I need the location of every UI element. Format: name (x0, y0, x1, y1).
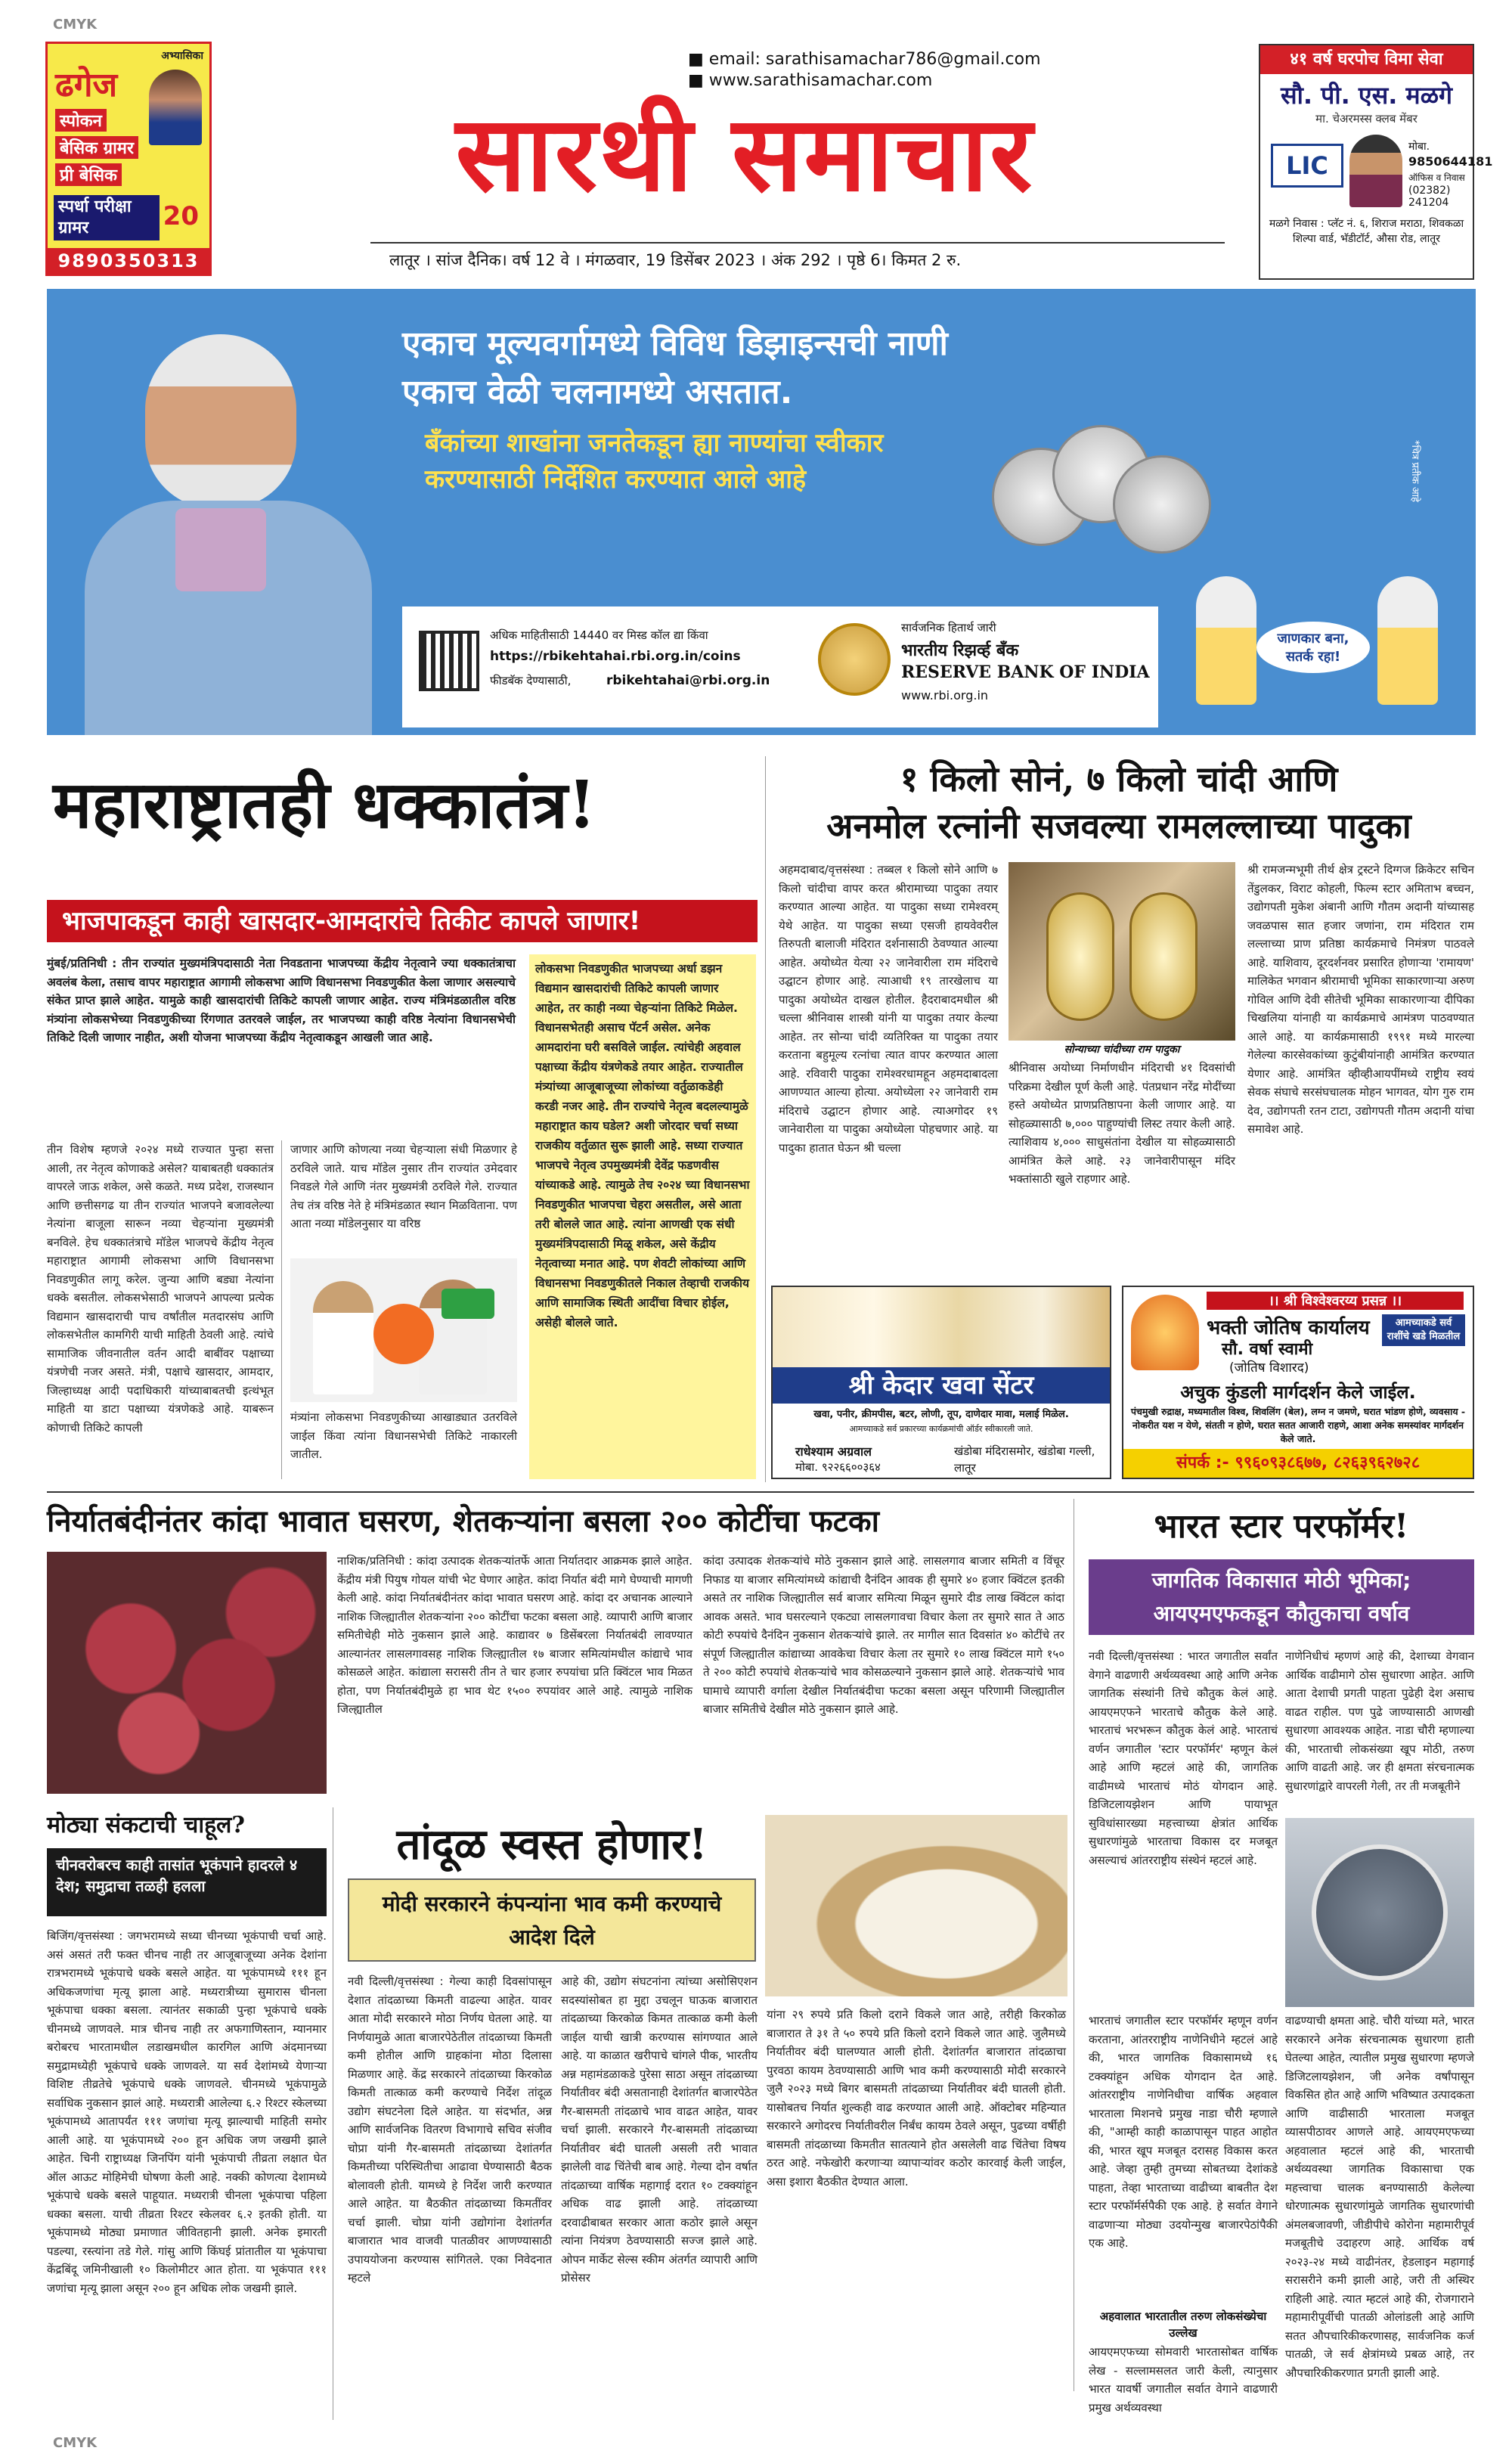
maharashtra-col1: तीन विशेष म्हणजे २०२४ मध्ये राज्यात पुन्हा सत्ता आली, तर नेतृत्व कोणाकडे असेल? याबाबतही धक्कातंत्र वापरले जाऊ शकेल, असे कळते. मध्य प्रदेश, राजस्थान आणि छत्तीसगढ या तीन राज्यांत भाजपने बजावलेल्या नेत्यांना बाजूला सारून नव्या चेहऱ्यांना मुख्यमंत्री बनविले. हेच धक्कातंत्राचे मॉडेल भाजपचे केंद्रीय नेतृत्व महाराष्ट्रात आगामी लोकसभा आणि विधानसभा निवडणुकीत लागू करेल. जुन्या आणि बड्या नेत्यांना धक्के बसतील. लोकसभेसाठी भाजपने आपल्या प्रत्येक विद्यमान खासदाराची पाच वर्षांतील मतदारसंघ आणि लोकसभेतील कामगिरी याची माहिती ठेवली आहे. त्यांचे सामाजिक जीवनातील वर्तन आदी बाबींवर पक्षाच्या यंत्रणेची नजर असते. मंत्री, पक्षाचे खासदार, आमदार, जिल्हाध्यक्ष आदी पदाधिकारी यांच्याबाबतची इत्थंभूत माहिती या डाटा पक्षाच्या यंत्रणेकडे आहे. याबरून कोणाची तिकिटे कापली (47, 1143, 274, 1435)
left-ad-person-photo (149, 70, 202, 145)
rice-subhead: मोदी सरकारने कंपन्यांना भाव कमी करण्याचे आदेश दिले (348, 1878, 756, 1962)
bharat-col4: वाढण्याची क्षमता आहे. चौरी यांच्या मते, भारत सरकारने अनेक संरचनात्मक सुधारणा हाती घेतल्या आहेत, त्यातील प्रमुख सुधारणा म्हणजे डिजिटलायझेशन, जी अनेक वर्षांपासून विकसित होत आहे आणि भविष्यात उत्पादकता आणि वाढीसाठी भारताला मजबूत व्यासपीठावर आणले आहे. आयएमएफच्या अहवालात म्हटलं आहे की, भारताची अर्थव्यवस्था जागतिक विकासाचा एक महत्त्वाचा चालक बनण्यासाठी केलेल्या धोरणात्मक सुधारणांमुळे जागतिक सुधारणांची अंमलबजावणी, जीडीपीचे कोरोना महामारीपूर्व मजबूतीचे उदाहरण आहे. आर्थिक वर्ष २०२३-२४ मध्ये वाढीनंतर, हेडलाइन महागाई सरासरीने कमी झाली आहे, जरी ती अस्थिर राहिली आहे. त्यात म्हटलं आहे की, रोजगाराने महामारीपूर्वीची पातळी ओलांडली आहे आणि सतत औपचारिकीकरणासह, सार्वजनिक कर्ज पातळी, जे सर्व क्षेत्रांमध्ये प्रबळ आहे, तर औपचारिकीकरणात प्रगती झाली आहे. (1285, 2014, 1474, 2380)
web-bullet-icon: ■ (688, 71, 709, 90)
right-ad-office-label: ऑफिस व निवास (1408, 172, 1465, 183)
ram-col2: श्रीनिवास अयोध्या निर्माणधीन मंदिराची ४१ दिवसांची परिक्रमा देखील पूर्ण केली आहे. पंतप्रधान नरेंद्र मोदींच्या हस्ते अयोध्येत प्राणप्रतिष्ठापना केली जाणार आहे. या सोहळ्यासाठी ७,००० पाहुण्यांची लिस्ट तयार केली आहे. त्याशिवाय ४,००० साधुसंतांना देखील या सोहळ्यासाठी आमंत्रित केले आहे. २३ जानेवारीपासून मंदिर भक्तांसाठी खुले राहणार आहे. (1009, 1061, 1235, 1186)
right-ad-role: मा. चेअरमस्स क्लब मेंबर (1315, 112, 1418, 126)
rbi-slogan-badge: जाणकार बना, सतर्क रहा! (1256, 622, 1370, 673)
ram-headline-2: अनमोल रत्नांनी सजवल्या रामलल्लाच्या पादुका (826, 805, 1411, 846)
astro-tagline: अचुक कुंडली मार्गदर्शन केले जाईल. (1180, 1382, 1416, 1403)
right-ad-mobile: 9850644181 (1408, 154, 1493, 169)
right-ad-banner: ४१ वर्ष घरपोच विमा सेवा (1260, 45, 1473, 74)
right-ad-mobile-label: मोबा. (1408, 141, 1430, 153)
onion-headline: निर्यातबंदीनंतर कांदा भावात घसरण, शेतकऱ्यांना बसला २०० कोटींचा फटका (47, 1503, 879, 1539)
coins-illustration (992, 417, 1219, 569)
left-ad-item-3: प्री बेसिक (55, 163, 122, 186)
ram-col1: अहमदाबाद/वृत्तसंस्था : तब्बल १ किलो सोने आणि ७ किलो चांदीचा वापर करत श्रीरामाच्या पादुका तयार करण्यात आल्या आहेत. या पादुका सध्या रामेश्वरम् येथे आहेत. या पादुका सध्या एसजी हायवेवरील तिरुपती बालाजी मंदिरात दर्शनासाठी ठेवण्यात आल्या आहेत. अयोध्येत येत्या २२ जानेवारीला राम मंदिराचे उद्घाटन होणार आहे. त्याआधी १९ तारखेलाच या पादुका अयोध्येत दाखल होतील. हैदराबादमधील श्री चल्ला श्रीनिवास शास्त्री यांनी या पादुका तयार केल्या आहेत. तर सोन्या चांदी व्यतिरिक्त या पादुका तयार करताना बहुमूल्य रत्नांचा त्यात वापर करण्यात आला आहे. रविवारी पादुका रामेश्वरधामहून अहमदाबादला आणण्यात आल्या होत्या. अयोध्येला २२ जानेवारी राम मंदिराचे उद्घाटन होणार आहे. त्याअगोदर १९ जानेवारीला या पादुका अयोध्येला पोहचणार आहे. या पादुका हातात घेऊन श्री चल्ला (779, 863, 998, 1155)
rice-col1: नवी दिल्ली/वृत्तसंस्था : गेल्या काही दिवसांपासून देशात तांदळाच्या किमती वाढल्या आहेत. यावर आता मोदी सरकारने मोठा निर्णय घेतला आहे. या निर्णयामुळे आता बाजारपेठेतील तांदळाच्या किमती कमी होतील आणि ग्राहकांना मोठा दिलासा मिळणार आहे. केंद्र सरकारने तांदळाच्या किरकोळ किमती तात्काळ कमी करण्याचे निर्देश तांदूळ उद्योग संघटनेला दिले आहेत. या संदर्भात, अन्न आणि सार्वजनिक वितरण विभागाचे सचिव संजीव चोप्रा यांनी गैर-बासमती तांदळाच्या देशांतर्गत किमतीच्या परिस्थितीचा आढावा घेण्यासाठी बैठक बोलावली होती. यामध्ये हे निर्देश जारी करण्यात आले आहेत. या बैठकीत तांदळाच्या किमतींवर चर्चा झाली. चोप्रा यांनी उद्योगांना देशांतर्गत बाजारात भाव वाजवी पातळीवर आणण्यासाठी उपाययोजना करण्यास सांगितले. एका निवेदनात म्हटले (348, 1975, 552, 2285)
ram-headline-1: १ किलो सोनं, ७ किलो चांदी आणि (900, 758, 1338, 799)
kedar-note: आमच्याकडे सर्व प्रकारच्या कार्यक्रमांची ऑर्डर स्वीकारली जाते. (849, 1424, 1033, 1434)
maharashtra-headline: महाराष्ट्रातही धक्कातंत्र! (53, 767, 596, 843)
paduka-photo (1009, 862, 1235, 1041)
kedar-address: खंडोबा मंदिरासमोर, खंडोबा गल्ली, लातूर (954, 1444, 1095, 1475)
rbi-issuer-note: सार्वजनिक हितार्थ जारी (901, 621, 996, 634)
left-ad-brand: ढगेज (55, 66, 118, 104)
bharat-col2: नाणेनिधीचं म्हणणं आहे की, देशाच्या वेगवान आर्थिक वाढीमागे ठोस सुधारणा आहेत. आणि आता देशाची प्रगती पाहता पुढेही देश असाच वाढत राहील. पण पुढे जाण्यासाठी आणखी सुधारणा आवश्यक आहेत. नाडा चौरी म्हणाल्या की, भारताची लोकसंख्या खूप मोठी, तरुण आणि वाढती आहे. जर ही क्षमता संरचनात्मक सुधारणांद्वारे वापरली गेली, तर ती मजबूतीने (1285, 1649, 1474, 1793)
rbi-url[interactable]: https://rbikehtahai.rbi.org.in/coins (490, 649, 741, 664)
kedar-items: खवा, पनीर, क्रीमपीस, बटर, लोणी, तूप, दाणेदार मावा, मलाई मिळेल. (813, 1409, 1069, 1420)
email-bullet-icon: ■ (688, 50, 709, 69)
bharat-subhead: जागतिक विकासात मोठी भूमिका; आयएमएफकडून कौतुकाचा वर्षाव (1089, 1559, 1474, 1635)
rice-col3: यांना २९ रुपये प्रति किलो दराने विकले जात आहे, तरीही किरकोळ बाजारात ते ३१ ते ५० रुपये प्रति किलो दराने विकले जात आहे. जुलैमध्ये निर्यातीवर बंदी घालण्यात आली होती. देशांतर्गत बाजारात तांदळाचा पुरवठा कायम ठेवण्यासाठी आणि भाव कमी करण्यासाठी मोदी सरकारने जुलै २०२३ मध्ये बिगर बासमती तांदळाच्या निर्यातीवर बंदी घातली होती. यासोबतच निर्यात शुल्कही वाढ करण्यात आली आहे. ऑक्टोबर महिन्यात सरकारने अगोदरच निर्यातीवरील निर्बंध कायम ठेवले असून, पुढच्या वर्षीही बासमती तांदळाच्या किमतीत सातत्याने होत असलेली वाढ चिंतेचा विषय ठरत आहे. नफेखोरी करणाऱ्या व्यापाऱ्यांवर कठोर कारवाई केली जाईल, असा इशारा बैठकीत देण्यात आला. (767, 2008, 1066, 2189)
astro-top: ।। श्री विश्वेश्वरय्य प्रसन्न ।। (1207, 1292, 1464, 1310)
rbi-mascot-right (1377, 576, 1438, 705)
qr-code-icon (419, 631, 479, 691)
rbi-info-1: अधिक माहितीसाठी 14440 वर मिस्ड कॉल द्या किंवा (490, 628, 708, 642)
left-ad-item-2: बेसिक ग्रामर (55, 136, 138, 159)
masthead-email[interactable] (688, 50, 1041, 69)
bharat-col3: भारताचं जगातील स्टार परफॉर्मर म्हणून वर्णन करताना, आंतरराष्ट्रीय नाणेनिधीने म्हटलं आहे की, भारत जागतिक विकासामध्ये १६ टक्क्यांहून अधिक योगदान देत आहे. आंतरराष्ट्रीय नाणेनिधीचा वार्षिक अहवाल भारताला मिशनचे प्रमुख नाडा चौरी म्हणाले की, "आम्ही काही काळापासून पाहत आहोत की, भारत खूप मजबूत दरासह विकास करत आहे. जेव्हा तुम्ही तुमच्या सोबतच्या देशांकडे पाहता, तेव्हा भारताच्या वाढीच्या बाबतीत देश स्टार परफॉर्मर्सपैकी एक आहे. हे सर्वात वेगाने वाढणाऱ्या मोठ्या उदयोन्मुख बाजारपेठांपैकी एक आहे. (1089, 2014, 1278, 2250)
rbi-advertisement (47, 289, 1476, 735)
rbi-sub: बँकांच्या शाखांना जनतेकडून ह्या नाण्यांचा स्वीकार करण्यासाठी निर्देशित करण्यात आले आहे (425, 428, 884, 495)
politicians-illustration (290, 1258, 517, 1402)
maharashtra-col2-top: जाणार आणि कोणत्या नव्या चेहऱ्याला संधी मिळणार हे ठरविले जाते. याच मॉडेल नुसार तीन राज्यांत उमेदवार निवडले गेले आणि नंतर मुख्यमंत्री ठरविले गेले. राज्यात तेच तंत्र वरिष्ठ नेते हे मंत्रिमंडळात स्थान मिळविताना. पण आता नव्या मॉडेलनुसार या वरिष्ठ (290, 1143, 517, 1230)
onion-col1: नाशिक/प्रतिनिधी : कांदा उत्पादक शेतकऱ्यांतर्फे आता निर्यातदार आक्रमक झाले आहेत. केंद्रीय मंत्री पियुष गोयल यांची भेट घेणार आहेत. कांदा निर्यात बंदी मागे घेण्याची मागणी केली आहे. कांदा निर्यातबंदीनंतर कांदा भावात घसरण आहे. कांदा दर अचानक आल्याने नाशिक जिल्ह्यातील शेतकऱ्यांना २०० कोटींचा फटका बसला आहे. व्यापारी आणि बाजार समितीचेही मोठे नुकसान झाले आहे. काद्यावर ७ डिसेंबरला निर्यातबंदी लावण्यात आल्यानंतर लासलगावसह नाशिक जिल्ह्यातील १७ बाजार समित्यांमधील कांद्याचे भाव कोसळले आहेत. कांद्याला सरासरी तीन ते चार हजार रुपयांचा प्रति क्विंटल भाव मिळत होता, पण निर्यातबंदीमुळे हा भाव थेट १५०० रुपयांवर आले आहे. त्यामुळे नाशिक जिल्ह्यातील (337, 1554, 692, 1716)
right-ad-person-photo (1349, 135, 1402, 207)
maharashtra-col3: लोकसभा निवडणुकीत भाजपच्या अर्धा डझन विद्यमान खासदारांची तिकिटे कापली जाणार आहेत, तर काही नव्या चेहऱ्यांना तिकिटे मिळेल. विधानसभेतही असाच पॅटर्न असेल. अनेक आमदारांना घरी बसविले जाईल. त्यांचेही अहवाल पक्षाच्या केंद्रीय यंत्रणेकडे तयार आहेत. राज्यातील मंत्र्यांच्या आजूबाजूच्या लोकांच्या वर्तुळाकडेही करडी नजर आहे. तीन राज्यांचे नेतृत्व बदलल्यामुळे महाराष्ट्रात काय घडेल? अशी जोरदार चर्चा सध्या राजकीय वर्तुळात सुरू झाली आहे. सध्या राज्यात भाजपचे नेतृत्व उपमुख्यमंत्री देवेंद्र फडणवीस यांच्याकडे आहे. त्यामुळे तेच २०२४ च्या विधानसभा निवडणुकीत भाजपचा चेहरा असतील, असे आता तरी बोलले जात आहे. त्यांना आणखी एक संधी मुख्यमंत्रिपदासाठी मिळू शकेल, असे केंद्रीय नेतृत्वाच्या मनात आहे. पण शेवटी लोकांच्या आणि विधानसभा निवडणुकीतले निकाल तेव्हाची राजकीय आणि सामाजिक स्थिती आदींचा विचार होईल, असेही बोलले जाते. (529, 954, 756, 1479)
rbi-mascot-left (1196, 576, 1256, 705)
astro-name: सौ. वर्षा स्वामी (1222, 1340, 1313, 1359)
bharat-col1: नवी दिल्ली/वृत्तसंस्था : भारत जगातील सर्वांत वेगाने वाढणारी अर्थव्यवस्था आहे आणि अनेक जागतिक संस्थांनी तिचे कौतुक केलं आहे. आयएमएफने भारताचे कौतुक केले आहे. भारताचं भरभरून कौतुक केलं आहे. भारताचं वर्णन जगातील 'स्टार परफॉर्मर' म्हणून केलं आहे आणि म्हटलं आहे की, जागतिक वाढीमध्ये भारताचं मोठं योगदान आहे. डिजिटलायझेशन आणि पायाभूत सुविधांसारख्या महत्त्वाच्या क्षेत्रांत आर्थिक सुधारणांमुळे भारताचा विकास दर मजबूत असल्याचं आंतरराष्ट्रीय संस्थेनं म्हटलं आहे. (1089, 1649, 1278, 1867)
masthead-website[interactable] (688, 71, 932, 90)
left-ad-exam: स्पर्धा परीक्षा ग्रामर (54, 195, 160, 240)
right-ad-office: (02382) 241204 (1408, 185, 1451, 209)
rbi-email[interactable]: rbikehtahai@rbi.org.in (606, 673, 770, 688)
rbi-seal-icon (818, 623, 891, 696)
onion-photo (47, 1552, 327, 1794)
imf-building-photo (1285, 1818, 1474, 2007)
quake-body: बिजिंग/वृत्तसंस्था : जगभरामध्ये सध्या चीनच्या भूकंपाची चर्चा आहे. असं असतं तरी फक्त चीनच नाही तर आजूबाजूच्या अनेक देशांना रात्रभरामध्ये भूकंपाचे धक्के बसले आहेत. या भूकंपामध्ये १११ हून अधिकजणांचा मृत्यू झाला आहे. मध्यरात्रीच्या सुमारास चीनला भूकंपाचा धक्का बसला. त्यानंतर सकाळी पुन्हा भूकंपाचे धक्के चीनमध्ये जाणवले. मात्र चीनच नाही तर अफगाणिस्तान, म्यानमार बरोबरच भारतामधील लडाखमधील कारगिल आणि अंदमानच्या समुद्रामध्येही भूकंपाचे धक्के जाणवले. या सर्व देशांमध्ये येणाऱ्या विशिष्ट तीव्रतेचे भूकंपाचे धक्के जाणवले. चीनमध्ये भूकंपामुळे सर्वाधिक नुकसान झालं आहे. मध्यरात्री आलेल्या ६.२ रिश्टर स्केलच्या भूकंपामध्ये आतापर्यंत १११ जणांचा मृत्यू झाल्याची माहिती समोर आली आहे. या भूकंपामध्ये २०० हून अधिक जण जखमी झाले आहेत. चिनी राष्ट्राध्यक्ष जिनपिंग यांनी भूकंपाची तीव्रता लक्षात घेत ऑल आऊट मोहिमेची घोषणा केली आहे. नक्की कोणत्या देशामध्ये भूकंपाचे धक्के बसले पाहूयात. मध्यरात्री चीनला भूकंपाचा पहिला धक्का बसला. याची तीव्रता रिश्टर स्केलवर ६.२ इतकी होती. या भूकंपामध्ये मोठ्या प्रमाणात जीवितहानी झाली. अनेक इमारती पडल्या, रस्त्यांना तडे गेले. गांसु आणि किंघई प्रांतातील या भूकंपाचा केंद्रबिंदू जमिनीखाली १० किलोमीटर आत होता. या भूकंपात १११ जणांचा मृत्यू झाला असून २०० हून अधिक लोक जखमी झाले. (47, 1929, 327, 2295)
masthead-email-text: email: sarathisamachar786@gmail.com (708, 50, 1041, 69)
dairy-products-photo (773, 1287, 1110, 1376)
kedar-proprietor: राधेश्याम अग्रवाल (795, 1444, 872, 1459)
section-divider (765, 756, 766, 1482)
print-mark-bottom: CMYK (53, 2435, 98, 2451)
maharashtra-subhead: भाजपाकडून काही खासदार-आमदारांचे तिकीट कापले जाणार! (47, 900, 758, 942)
rbi-photo-credit: *चित्र प्रतीक आहे (1409, 440, 1421, 502)
rbi-ad-person-photo (62, 312, 402, 735)
masthead-title: सारथी समाचार (455, 92, 1034, 215)
bharat-col3-tail: आयएमएफच्या सोमवारी भारतासोबत वार्षिक लेख - सल्लामसलत जारी केली, त्यानुसार भारत यावर्षी जगातील सर्वात वेगाने वाढणारी प्रमुख अर्थव्यवस्था (1089, 2345, 1278, 2415)
section-rule (47, 1491, 1474, 1493)
ganesh-icon (1131, 1295, 1199, 1370)
lic-logo: LIC (1271, 144, 1343, 188)
left-ad-phone: 9890350313 (48, 248, 209, 274)
rbi-bank-en: RESERVE BANK OF INDIA (901, 662, 1150, 682)
onion-col2: कांदा उत्पादक शेतकऱ्यांचे मोठे नुकसान झाले आहे. लासलगाव बाजार समिती व विंचूर निफाड या बाजार समित्यांमध्ये कांद्याची दैनंदिन आवक ही सुमारे ४० हजार क्विंटल इतकी असते तर नाशिक जिल्ह्यातील सर्व बाजार समित्या मिळून सुमारे दीड लाख क्विंटल कांदा आवक असते. भाव घसरल्याने एकट्या लासलगावचा विचार केला तर सुमारे सात ते आठ कोटी रुपयांचे दैनंदिन नुकसान शेतकऱ्यांचे झाले. तर मागील सात दिवसांत ४० कोटींचे तर संपूर्ण जिल्ह्यातील कांद्याच्या आवकेचा विचार केला तर सुमारे १० लाख क्विंटल मागे १५० ते २०० कोटी रुपयांचे शेतकऱ्यांचे भाव कोसळल्याने नुकसान झाले आहे. शेतकऱ्यांचे भाव घामाचे व्यापारी वर्गाला देखील निर्यातबंदीचा फटका बसला असून परिणामी जिल्ह्यातील बाजार समितीचे देखील मोठे नुकसान झाले आहे. (703, 1554, 1064, 1716)
masthead-website-text: www.sarathisamachar.com (708, 71, 933, 90)
maharashtra-col2-bottom: मंत्र्यांना लोकसभा निवडणुकीच्या आखाड्यात उतरविले जाईल किंवा त्यांना विधानसभेची तिकिटे नाकारली जातील. (290, 1410, 517, 1461)
left-ad-tagline: अभ्यासिका (161, 50, 203, 62)
astro-details: पंचमुखी रुद्राक्ष, मध्यमातील विश्व, शिवलिंग (बेल), लग्न न जमणे, घरात भांडण होणे, व्यवसाय - नोकरीत यश न येणे, संतती न होणे, घरात सतत आजारी राहणे, आशा अनेक समस्यांवर मार्गदर्शन केले जाते. (1130, 1406, 1466, 1444)
astro-contact: संपर्क :- ९९६०९३८६७७, ८२६३९६२७२८ (1123, 1449, 1473, 1478)
astro-badge: आमच्याकडे सर्व राशींचे खडे मिळतील (1382, 1314, 1465, 1346)
astro-office: भक्ती जोतिष कार्यालय (1207, 1317, 1370, 1339)
quake-subhead: चीनवरोबरच काही तासांत भूकंपाने हादरले ४ देश; समुद्राचा तळही हलला (47, 1848, 327, 1916)
right-ad-address: मळगे निवास : प्लॅट नं. ६, शिराज मराठा, शिवकळा शिल्पा वार्ड, भॅडीटॉर्ट, औसा रोड, लातूर (1269, 218, 1464, 245)
rice-headline: तांदूळ स्वस्त होणार! (396, 1819, 708, 1869)
kedar-title: श्री केदार खवा सेंटर (773, 1367, 1110, 1404)
column-divider (281, 1140, 282, 1479)
maharashtra-lead: मुंबई/प्रतिनिधी : तीन राज्यांत मुख्यमंत्रिपदासाठी नेता निवडताना भाजपच्या केंद्रीय नेतृत्वाने ज्या धक्कातंत्राचा अवलंब केला, तसाच वापर महाराष्ट्रात आगामी लोकसभा आणि विधानसभा निवडणुकीत केला जाणार असल्याचे संकेत प्राप्त झाले आहेत. यामुळे काही खासदारांची तिकिटे कापली जाणार आहेत. राज्य मंत्रिमंडळातील वरिष्ठ मंत्र्यांना लोकसभेच्या निवडणुकीच्या रिंगणात उतरवले जाईल, तर भाजपच्या काही वरिष्ठ नेत्यांना विधानसभेची तिकिटे दिली जाणार नाहीत, अशी योजना भाजपच्या केंद्रीय नेतृत्वाकडून आखली जात आहे. (47, 957, 516, 1044)
kedar-advertisement (771, 1286, 1111, 1479)
rbi-headline-2: एकाच वेळी चलनामध्ये असतात. (402, 373, 793, 411)
bharat-headline: भारत स्टार परफॉर्मर! (1154, 1507, 1409, 1546)
astrology-advertisement (1122, 1286, 1474, 1479)
astro-title: (जोतिष विशारद) (1229, 1360, 1309, 1376)
bharat-col3-head: अहवालात भारतातील तरुण लोकसंख्येचा उल्लेख (1099, 2310, 1267, 2340)
rbi-info-2: फीडबॅक देण्यासाठी, (490, 674, 572, 687)
rice-photo (765, 1815, 1067, 1996)
quake-headline: मोठ्या संकटाची चाहूल? (47, 1812, 245, 1838)
rbi-bank-mr: भारतीय रिझर्व्ह बँक (901, 641, 1019, 660)
left-ad-batch-count: 20 (163, 201, 199, 231)
left-ad-item-1: स्पोकन (55, 109, 107, 132)
right-advertisement (1259, 44, 1493, 280)
ram-col3: श्री रामजन्मभूमी तीर्थ क्षेत्र ट्रस्टने दिग्गज क्रिकेटर सचिन तेंडुलकर, विराट कोहली, फिल्म स्टार अमिताभ बच्चन, उद्योगपती मुकेश अंबानी आणि गौतम अदानी यांच्यासह जवळपास सात हजार जणांना, राम मंदिरात राम लल्लाच्या प्राण प्रतिष्ठा कार्यक्रमाचे निमंत्रण पाठवले आहे. याशिवाय, दूरदर्शनवर प्रसारित होणाऱ्या 'रामायण' मालिकेत भगवान श्रीरामाची भूमिका साकारणाऱ्या अरुण गोविल आणि देवी सीतेची भूमिका साकारणाऱ्या दीपिका चिखलिया यांनाही या कार्यक्रमाचे आमंत्रण पाठवण्यात आले आहे. या कार्यक्रमासाठी १९९१ मध्ये मारल्या गेलेल्या कारसेवकांच्या कुटुंबीयांनाही आमंत्रित करण्यात येणार आहे. आमंत्रित व्हीव्हीआयपींमध्ये राष्ट्रीय स्वयं सेवक संघाचे सरसंघचालक मोहन भागवत, योग गुरु राम देव, उद्योगपती रतन टाटा, उद्योगपती गौतम अदानी यांचा समावेश आहे. (1247, 863, 1474, 1136)
rice-col2: आहे की, उद्योग संघटनांना त्यांच्या असोसिएशन सदस्यांसोबत हा मुद्दा उचलून घाऊक बाजारात तांदळाच्या किरकोळ किमत तात्काळ कमी केली जाईल याची खात्री करण्यास सांगण्यात आले आहे. या काळात खरीपाचे चांगले पीक, भारतीय अन्न महामंडळाकडे पुरेसा साठा असून तांदळाच्या निर्यातीवर बंदी असतानाही देशांतर्गत बाजारपेठेत गैर-बासमती तांदळाचे भाव वाढत आहेत, यावर चर्चा झाली. सरकारने गैर-बासमती तांदळाच्या निर्यातीवर बंदी घातली असली तरी भावात झालेली वाढ चिंतेची बाब आहे. गेल्या दोन वर्षात तांदळाच्या वार्षिक महागाई दरात १० टक्क्यांहून अधिक वाढ झाली आहे. तांदळाच्या दरवाढीबाबत सरकार आता कठोर झाले असून त्यांना नियंत्रण ठेवण्यासाठी सज्ज झाले आहे. ओपन मार्केट सेल्स स्कीम अंतर्गत व्यापारी आणि प्रोसेसर (561, 1975, 758, 2285)
rbi-headline-1: एकाच मूल्यवर्गामध्ये विविध डिझाइन्सची नाणी (402, 324, 948, 363)
right-ad-name: सौ. पी. एस. मळगे (1280, 81, 1453, 110)
rbi-info-panel (402, 606, 1158, 727)
rbi-bank-site[interactable]: www.rbi.org.in (901, 688, 989, 703)
masthead-rule (370, 242, 1225, 244)
print-mark-top: CMYK (53, 17, 98, 33)
masthead-dateline: लातूर । सांज दैनिक। वर्ष 12 वे । मंगळवार, 19 डिसेंबर 2023 । अंक 292 । पृष्ठे 6। किमत 2 रु. (389, 251, 962, 269)
left-advertisement (45, 42, 212, 276)
paduka-caption: सोन्याच्या चांदीच्या राम पादुका (1064, 1044, 1180, 1056)
kedar-mobile: मोबा. ९२२६६००३६४ (795, 1460, 881, 1474)
